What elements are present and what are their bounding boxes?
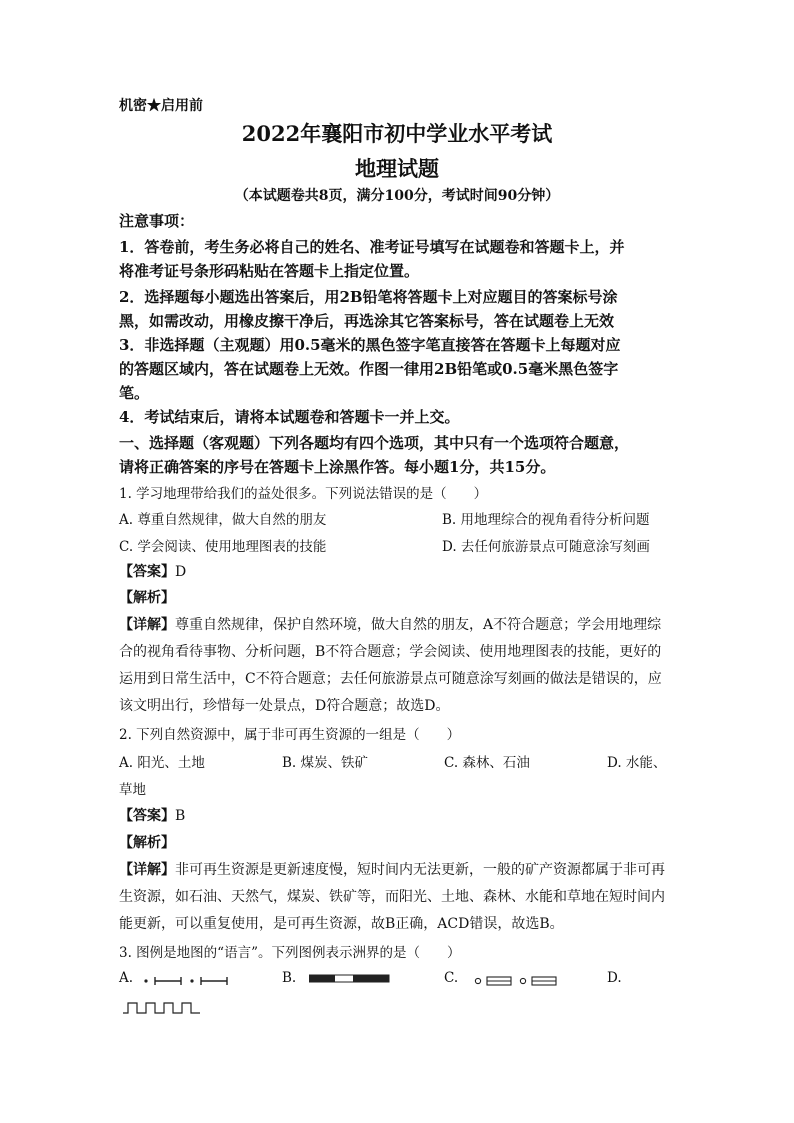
secret-label: 机密★启用前 [119, 98, 203, 114]
option-a: A. 尊重自然规律，做大自然的朋友 [119, 512, 327, 528]
notice-line: 1．答卷前，考生务必将自己的姓名、准考证号填写在试题卷和答题卡上，并 [119, 238, 625, 256]
answer-tag: 【答案】 [119, 564, 175, 580]
option-d: D. 水能、 [607, 755, 667, 771]
question-stem: 3. 图例是地图的“语言”。下列图例表示洲界的是（ ） [119, 945, 461, 961]
analysis-tag: 【解析】 [119, 590, 175, 606]
detail-line: 生资源，如石油、天然气，煤炭、铁矿等，而阳光、土地、森林、水能和草地在短时间内 [119, 889, 665, 905]
option-a: A. [119, 970, 134, 986]
notice-line: 的答题区域内，答在试题卷上无效。作图一律用2B铅笔或0.5毫米黑色签字 [119, 360, 619, 378]
option-b: B. 用地理综合的视角看待分析问题 [442, 512, 650, 528]
detail-tag: 【详解】 [119, 617, 175, 633]
detail-line: 能更新，可以重复使用，是可再生资源，故B正确，ACD错误，故选B。 [119, 916, 564, 932]
notice-line: 笔。 [119, 384, 150, 402]
answer-line [119, 561, 186, 581]
detail-line: 合的视角看待事物、分析问题，B不符合题意；学会阅读、使用地理图表的技能，更好的 [119, 644, 662, 660]
detail-line: 运用到日常生活中，C不符合题意；去任何旅游景点可随意涂写刻画的做法是错误的，应 [119, 671, 662, 687]
exam-info: （本试题卷共8页，满分100分，考试时间90分钟） [234, 188, 560, 204]
legend-symbol-a [143, 974, 231, 988]
option-c: C. 学会阅读、使用地理图表的技能 [119, 539, 327, 555]
option-d: D. 去任何旅游景点可随意涂写刻画 [442, 539, 650, 555]
analysis-tag: 【解析】 [119, 835, 175, 851]
detail-text: 尊重自然规律，保护自然环境，做大自然的朋友，A不符合题意；学会用地理综 [175, 617, 662, 633]
notice-heading: 注意事项： [119, 212, 195, 230]
option-d: D. [607, 970, 622, 986]
notice-line: 黑，如需改动，用橡皮擦干净后，再选涂其它答案标号，答在试题卷上无效 [119, 312, 615, 330]
legend-symbol-b [309, 974, 391, 984]
option-b: B. 煤炭、铁矿 [282, 755, 369, 771]
answer-line [119, 805, 185, 825]
detail-line [119, 859, 665, 879]
detail-tag: 【详解】 [119, 862, 175, 878]
option-d-continued: 草地 [119, 782, 146, 798]
notice-line: 2．选择题每小题选出答案后，用2B铅笔将答题卡上对应题目的答案标号涂 [119, 288, 618, 306]
detail-line [119, 614, 661, 634]
answer-value: D [175, 564, 187, 580]
legend-symbol-d [122, 1000, 204, 1016]
section-heading: 一、选择题（客观题）下列各题均有四个选项，其中只有一个选项符合题意， [119, 434, 630, 452]
option-a: A. 阳光、土地 [119, 755, 205, 771]
option-c: C. 森林、石油 [444, 755, 530, 771]
notice-line: 4．考试结束后，请将本试题卷和答题卡一并上交。 [119, 408, 460, 426]
answer-value: B [175, 808, 186, 824]
detail-line: 该文明出行，珍惜每一处景点，D符合题意；故选D。 [119, 698, 450, 714]
notice-line: 将准考证号条形码粘贴在答题卡上指定位置。 [119, 262, 420, 280]
legend-symbol-c [473, 974, 559, 988]
subject-title: 地理试题 [355, 156, 439, 181]
question-stem: 2. 下列自然资源中，属于非可再生资源的一组是（ ） [119, 727, 461, 743]
exam-title: 2022年襄阳市初中学业水平考试 [241, 121, 553, 146]
answer-tag: 【答案】 [119, 808, 175, 824]
question-stem: 1. 学习地理带给我们的益处很多。下列说法错误的是（ ） [119, 486, 488, 502]
section-heading: 请将正确答案的序号在答题卡上涂黑作答。每小题1分，共15分。 [119, 458, 556, 476]
notice-line: 3．非选择题（主观题）用0.5毫米的黑色签字笔直接答在答题卡上每题对应 [119, 336, 621, 354]
option-c: C. [444, 970, 459, 986]
detail-text: 非可再生资源是更新速度慢，短时间内无法更新，一般的矿产资源都属于非可再 [175, 862, 665, 878]
option-b: B. [282, 970, 297, 986]
